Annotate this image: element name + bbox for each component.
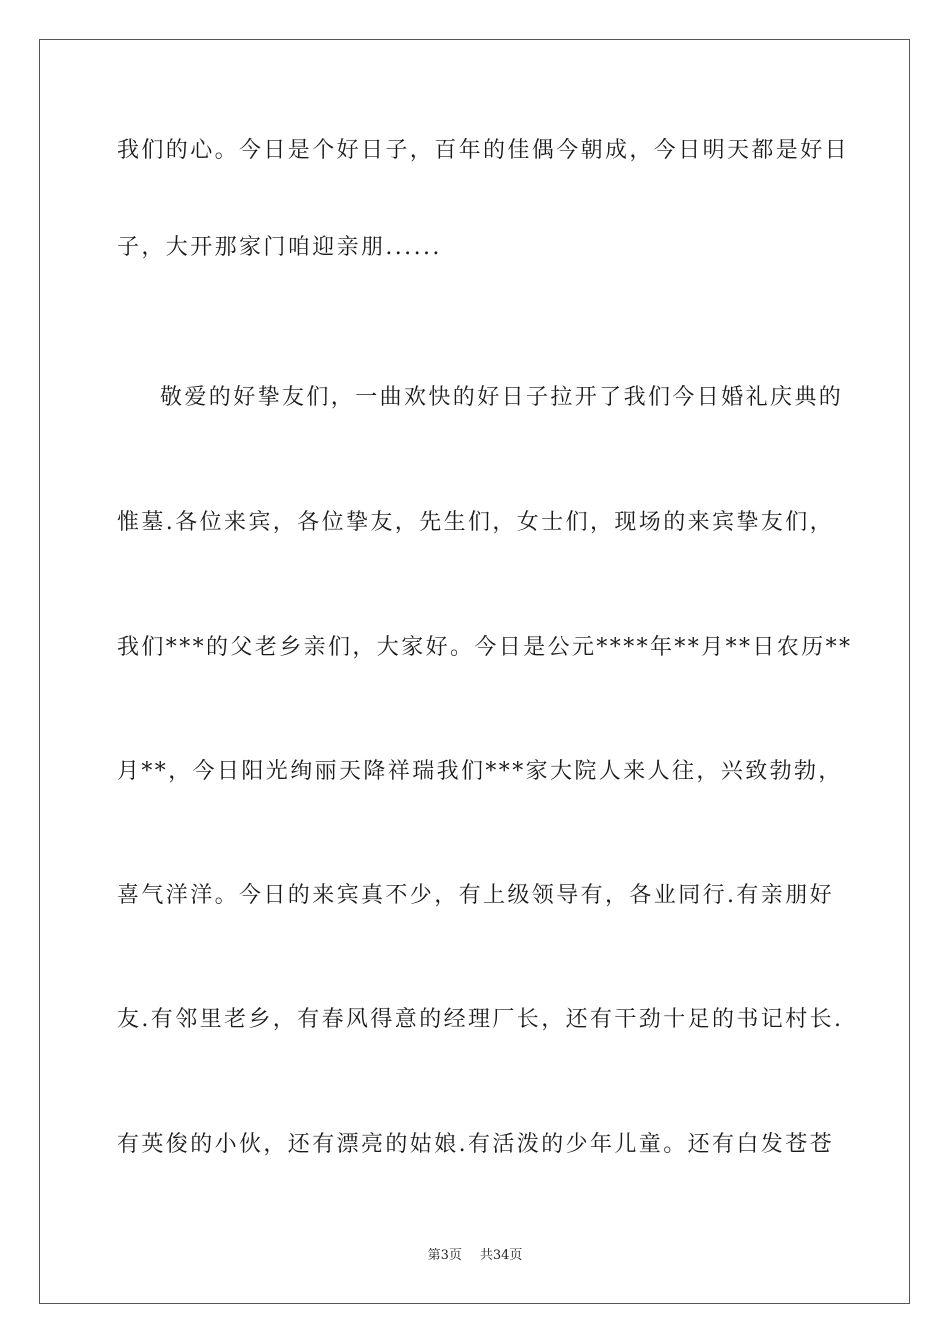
body-text-line: 我们***的父老乡亲们，大家好。今日是公元****年**月**日农历** — [117, 635, 853, 660]
paragraph-start-line: 敬爱的好挚友们，一曲欢快的好日子拉开了我们今日婚礼庆典的 — [160, 385, 844, 410]
page-number: 第3页 — [427, 1248, 462, 1263]
page-border — [39, 39, 910, 1304]
page-total: 共34页 — [479, 1248, 523, 1263]
body-text-line: 子，大开那家门咱迎亲朋...... — [117, 235, 442, 260]
body-text-line: 友.有邻里老乡，有春风得意的经理厂长，还有干劲十足的书记村长. — [117, 1007, 844, 1032]
page-footer — [0, 1247, 950, 1265]
body-text-line: 月**，今日阳光绚丽天降祥瑞我们***家大院人来人往，兴致勃勃， — [117, 759, 843, 784]
body-text-line: 有英俊的小伙，还有漂亮的姑娘.有活泼的少年儿童。还有白发苍苍 — [117, 1132, 834, 1157]
body-text-line: 喜气洋洋。今日的来宾真不少，有上级领导有，各业同行.有亲朋好 — [117, 883, 834, 908]
body-text-line: 我们的心。今日是个好日子，百年的佳偶今朝成，今日明天都是好日 — [117, 138, 850, 163]
body-text-line: 惟墓.各位来宾，各位挚友，先生们，女士们，现场的来宾挚友们， — [117, 510, 834, 535]
